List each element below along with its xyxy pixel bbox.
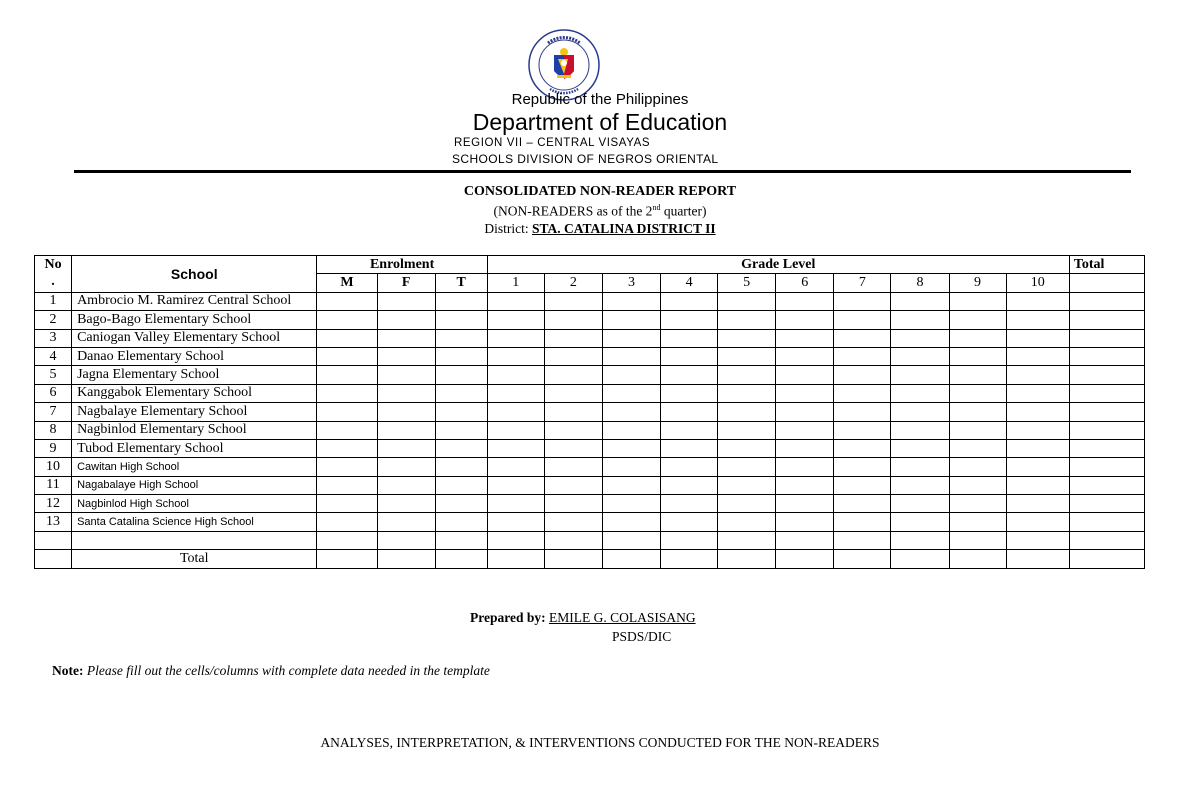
header-total: Total (1069, 256, 1144, 274)
data-cell (35, 531, 72, 549)
data-cell[interactable] (1069, 513, 1144, 531)
data-cell[interactable] (1069, 476, 1144, 494)
data-cell[interactable] (661, 421, 718, 439)
table-row (35, 476, 1145, 494)
data-cell[interactable] (776, 513, 834, 531)
data-cell[interactable] (317, 421, 377, 439)
data-cell[interactable] (834, 403, 891, 421)
total-cell[interactable] (377, 550, 435, 568)
data-cell[interactable] (661, 439, 718, 457)
data-cell[interactable] (949, 384, 1006, 402)
data-cell[interactable] (377, 384, 435, 402)
data-cell[interactable] (487, 531, 544, 549)
data-cell[interactable] (834, 366, 891, 384)
data-cell[interactable] (1069, 366, 1144, 384)
data-cell[interactable] (317, 476, 377, 494)
data-cell[interactable] (602, 458, 660, 476)
table-row (35, 495, 1145, 513)
data-cell[interactable] (1069, 495, 1144, 513)
data-cell[interactable] (602, 439, 660, 457)
data-cell[interactable] (949, 476, 1006, 494)
data-cell[interactable] (661, 329, 718, 347)
data-cell[interactable] (435, 458, 487, 476)
table-row (35, 347, 1145, 365)
data-cell[interactable] (1006, 292, 1069, 310)
data-cell[interactable] (317, 439, 377, 457)
data-cell[interactable] (661, 311, 718, 329)
data-cell[interactable] (544, 384, 602, 402)
data-cell[interactable] (949, 531, 1006, 549)
data-cell[interactable] (718, 439, 776, 457)
total-row-label: Total (72, 550, 317, 568)
data-cell[interactable] (834, 531, 891, 549)
row-school-name: Tubod Elementary School (72, 439, 317, 457)
header-divider (74, 170, 1131, 173)
data-cell[interactable] (949, 329, 1006, 347)
non-reader-table (34, 255, 1145, 569)
row-school-name: Cawitan High School (72, 458, 317, 476)
data-cell[interactable] (1006, 311, 1069, 329)
data-cell[interactable] (435, 513, 487, 531)
analyses-heading: ANALYSES, INTERPRETATION, & INTERVENTIONS CONDUCTED FOR THE NON-READERS (320, 735, 880, 750)
data-cell[interactable] (1069, 531, 1144, 549)
data-cell[interactable] (487, 292, 544, 310)
data-cell[interactable] (1006, 439, 1069, 457)
data-cell[interactable] (834, 421, 891, 439)
data-cell[interactable] (1006, 329, 1069, 347)
data-cell[interactable] (718, 347, 776, 365)
data-cell[interactable] (891, 366, 949, 384)
header-grade-9: 9 (949, 274, 1006, 292)
data-cell[interactable] (1006, 476, 1069, 494)
data-cell[interactable] (891, 403, 949, 421)
blank-row (35, 531, 1145, 549)
row-number: 12 (35, 495, 72, 513)
row-number: 11 (35, 476, 72, 494)
data-cell[interactable] (317, 513, 377, 531)
data-cell[interactable] (602, 531, 660, 549)
data-cell[interactable] (435, 347, 487, 365)
data-cell[interactable] (602, 366, 660, 384)
total-cell[interactable] (317, 550, 377, 568)
row-number: 2 (35, 311, 72, 329)
data-cell[interactable] (1069, 458, 1144, 476)
total-cell[interactable] (544, 550, 602, 568)
table-row (35, 513, 1145, 531)
row-school-name: Nagbalaye Elementary School (72, 403, 317, 421)
data-cell[interactable] (544, 292, 602, 310)
data-cell[interactable] (1069, 329, 1144, 347)
total-row (35, 550, 1145, 568)
data-cell[interactable] (661, 513, 718, 531)
table-row (35, 421, 1145, 439)
table-row (35, 384, 1145, 402)
data-cell[interactable] (435, 366, 487, 384)
data-cell[interactable] (1006, 421, 1069, 439)
data-cell[interactable] (776, 531, 834, 549)
data-cell[interactable] (602, 292, 660, 310)
data-cell[interactable] (1006, 403, 1069, 421)
header-grade-2: 2 (544, 274, 602, 292)
data-cell[interactable] (487, 421, 544, 439)
report-district (0, 221, 1200, 237)
header-total-blank (1069, 274, 1144, 292)
total-cell[interactable] (718, 550, 776, 568)
data-cell[interactable] (949, 495, 1006, 513)
table-row (35, 439, 1145, 457)
data-cell[interactable] (949, 439, 1006, 457)
data-cell[interactable] (891, 384, 949, 402)
data-cell[interactable] (949, 403, 1006, 421)
data-cell[interactable] (718, 403, 776, 421)
data-cell[interactable] (949, 421, 1006, 439)
data-cell[interactable] (487, 329, 544, 347)
data-cell[interactable] (377, 366, 435, 384)
header-enrolment-t: T (435, 274, 487, 292)
data-cell[interactable] (718, 384, 776, 402)
data-cell[interactable] (1006, 531, 1069, 549)
data-cell[interactable] (776, 421, 834, 439)
data-cell[interactable] (435, 329, 487, 347)
data-cell[interactable] (661, 495, 718, 513)
data-cell[interactable] (661, 476, 718, 494)
data-cell[interactable] (1069, 403, 1144, 421)
total-row-blank (35, 550, 72, 568)
row-school-name: Caniogan Valley Elementary School (72, 329, 317, 347)
note-label: Note: (52, 663, 84, 678)
header-grade-10: 10 (1006, 274, 1069, 292)
data-cell[interactable] (377, 439, 435, 457)
data-cell[interactable] (776, 476, 834, 494)
data-cell[interactable] (949, 311, 1006, 329)
data-cell[interactable] (487, 366, 544, 384)
data-cell[interactable] (377, 458, 435, 476)
data-cell[interactable] (487, 347, 544, 365)
data-cell[interactable] (834, 439, 891, 457)
data-cell[interactable] (949, 366, 1006, 384)
republic-heading: Republic of the Philippines (511, 91, 689, 108)
data-cell[interactable] (661, 384, 718, 402)
data-cell[interactable] (949, 458, 1006, 476)
data-cell[interactable] (487, 384, 544, 402)
division-heading: SCHOOLS DIVISION OF NEGROS ORIENTAL (452, 152, 719, 166)
data-cell[interactable] (891, 347, 949, 365)
total-cell[interactable] (1069, 550, 1144, 568)
data-cell[interactable] (661, 531, 718, 549)
data-cell[interactable] (317, 311, 377, 329)
region-heading: REGION VII – CENTRAL VISAYAS (454, 137, 651, 149)
data-cell[interactable] (602, 384, 660, 402)
data-cell[interactable] (834, 476, 891, 494)
data-cell[interactable] (377, 495, 435, 513)
data-cell[interactable] (602, 513, 660, 531)
data-cell[interactable] (317, 329, 377, 347)
data-cell[interactable] (317, 458, 377, 476)
table-row (35, 403, 1145, 421)
table-row (35, 366, 1145, 384)
data-cell[interactable] (891, 495, 949, 513)
row-school-name: Bago-Bago Elementary School (72, 311, 317, 329)
data-cell[interactable] (602, 421, 660, 439)
data-cell[interactable] (776, 495, 834, 513)
data-cell[interactable] (435, 384, 487, 402)
header-grade-level: Grade Level (487, 256, 1069, 274)
row-school-name: Kanggabok Elementary School (72, 384, 317, 402)
data-cell[interactable] (891, 513, 949, 531)
data-cell[interactable] (487, 513, 544, 531)
data-cell[interactable] (776, 347, 834, 365)
row-number: 4 (35, 347, 72, 365)
data-cell[interactable] (718, 495, 776, 513)
data-cell[interactable] (1006, 513, 1069, 531)
total-cell[interactable] (834, 550, 891, 568)
data-cell[interactable] (317, 384, 377, 402)
header-grade-5: 5 (718, 274, 776, 292)
data-cell[interactable] (776, 403, 834, 421)
note (52, 663, 490, 679)
header-grade-6: 6 (776, 274, 834, 292)
header-school: School (72, 256, 317, 293)
data-cell[interactable] (949, 292, 1006, 310)
data-cell[interactable] (776, 329, 834, 347)
row-school-name: Nagbinlod High School (72, 495, 317, 513)
data-cell[interactable] (834, 495, 891, 513)
data-cell[interactable] (544, 347, 602, 365)
data-cell[interactable] (718, 421, 776, 439)
data-cell[interactable] (1069, 384, 1144, 402)
row-number: 9 (35, 439, 72, 457)
report-subtitle-pre: (NON-READERS as of the 2 (493, 203, 653, 219)
data-cell[interactable] (377, 421, 435, 439)
data-cell[interactable] (661, 458, 718, 476)
district-label: District: (484, 221, 529, 236)
row-school-name: Jagna Elementary School (72, 366, 317, 384)
data-cell[interactable] (544, 476, 602, 494)
data-cell[interactable] (718, 329, 776, 347)
data-cell[interactable] (949, 513, 1006, 531)
row-number: 5 (35, 366, 72, 384)
row-school-name: Nagabalaye High School (72, 476, 317, 494)
header-grade-1: 1 (487, 274, 544, 292)
data-cell[interactable] (377, 476, 435, 494)
district-value: STA. CATALINA DISTRICT II (532, 221, 716, 236)
table-row (35, 329, 1145, 347)
report-subtitle-post: quarter) (660, 203, 707, 219)
row-number: 8 (35, 421, 72, 439)
total-cell[interactable] (487, 550, 544, 568)
data-cell[interactable] (317, 366, 377, 384)
data-cell[interactable] (718, 311, 776, 329)
data-cell[interactable] (1069, 421, 1144, 439)
data-cell[interactable] (1069, 311, 1144, 329)
data-cell[interactable] (544, 513, 602, 531)
data-cell[interactable] (661, 347, 718, 365)
data-cell[interactable] (487, 311, 544, 329)
data-cell[interactable] (661, 366, 718, 384)
data-cell[interactable] (487, 495, 544, 513)
row-number: 3 (35, 329, 72, 347)
data-cell[interactable] (435, 495, 487, 513)
data-cell[interactable] (435, 403, 487, 421)
data-cell[interactable] (1069, 347, 1144, 365)
data-cell[interactable] (602, 403, 660, 421)
prepared-by (470, 610, 696, 626)
data-cell[interactable] (317, 495, 377, 513)
data-cell[interactable] (602, 476, 660, 494)
data-cell[interactable] (718, 513, 776, 531)
data-cell[interactable] (602, 311, 660, 329)
data-cell[interactable] (1006, 384, 1069, 402)
prepared-label: Prepared by: (470, 610, 546, 625)
data-cell[interactable] (891, 439, 949, 457)
data-cell[interactable] (1006, 347, 1069, 365)
total-cell[interactable] (602, 550, 660, 568)
total-cell[interactable] (891, 550, 949, 568)
data-cell[interactable] (718, 366, 776, 384)
data-cell[interactable] (891, 421, 949, 439)
row-school-name: Danao Elementary School (72, 347, 317, 365)
data-cell[interactable] (661, 292, 718, 310)
header-enrolment-m: M (317, 274, 377, 292)
header-grade-7: 7 (834, 274, 891, 292)
total-cell[interactable] (949, 550, 1006, 568)
data-cell[interactable] (776, 292, 834, 310)
total-cell[interactable] (776, 550, 834, 568)
data-cell[interactable] (377, 311, 435, 329)
data-cell[interactable] (544, 458, 602, 476)
data-cell[interactable] (776, 458, 834, 476)
department-heading: Department of Education (472, 109, 728, 135)
data-cell[interactable] (602, 347, 660, 365)
data-cell[interactable] (1069, 292, 1144, 310)
header-grade-4: 4 (661, 274, 718, 292)
data-cell[interactable] (1069, 439, 1144, 457)
table-row (35, 458, 1145, 476)
row-number: 6 (35, 384, 72, 402)
header-no: No . (35, 256, 72, 293)
data-cell[interactable] (317, 292, 377, 310)
data-cell[interactable] (544, 329, 602, 347)
data-cell[interactable] (891, 329, 949, 347)
data-cell[interactable] (834, 329, 891, 347)
data-cell[interactable] (544, 439, 602, 457)
data-cell[interactable] (602, 329, 660, 347)
data-cell[interactable] (834, 513, 891, 531)
data-cell[interactable] (317, 403, 377, 421)
data-cell[interactable] (544, 366, 602, 384)
table-row (35, 292, 1145, 310)
data-cell[interactable] (317, 531, 377, 549)
data-cell[interactable] (1006, 366, 1069, 384)
data-cell[interactable] (544, 311, 602, 329)
data-cell[interactable] (602, 495, 660, 513)
row-school-name: Santa Catalina Science High School (72, 513, 317, 531)
data-cell[interactable] (377, 513, 435, 531)
data-cell[interactable] (544, 421, 602, 439)
data-cell[interactable] (487, 476, 544, 494)
header-grade-3: 3 (602, 274, 660, 292)
row-number: 13 (35, 513, 72, 531)
data-cell[interactable] (487, 403, 544, 421)
data-cell[interactable] (776, 366, 834, 384)
data-cell[interactable] (834, 384, 891, 402)
data-cell[interactable] (718, 476, 776, 494)
data-cell[interactable] (377, 292, 435, 310)
data-cell[interactable] (891, 311, 949, 329)
data-cell[interactable] (377, 531, 435, 549)
data-cell[interactable] (435, 531, 487, 549)
row-school-name: Nagbinlod Elementary School (72, 421, 317, 439)
data-cell[interactable] (834, 458, 891, 476)
data-cell[interactable] (891, 458, 949, 476)
header-enrolment: Enrolment (317, 256, 487, 274)
prepared-position: PSDS/DIC (612, 629, 672, 644)
data-cell[interactable] (435, 439, 487, 457)
data-cell[interactable] (377, 329, 435, 347)
data-cell (72, 531, 317, 549)
report-subtitle-sup: nd (652, 203, 661, 212)
header-grade-8: 8 (891, 274, 949, 292)
data-cell[interactable] (718, 531, 776, 549)
data-cell[interactable] (891, 476, 949, 494)
prepared-name: EMILE G. COLASISANG (549, 610, 696, 625)
report-subtitle (0, 203, 1200, 220)
data-cell[interactable] (544, 495, 602, 513)
table-row (35, 311, 1145, 329)
total-cell[interactable] (661, 550, 718, 568)
data-cell[interactable] (776, 384, 834, 402)
data-cell[interactable] (1006, 495, 1069, 513)
data-cell[interactable] (435, 476, 487, 494)
data-cell[interactable] (377, 403, 435, 421)
report-title: CONSOLIDATED NON-READER REPORT (463, 184, 737, 199)
row-number: 10 (35, 458, 72, 476)
data-cell[interactable] (834, 292, 891, 310)
data-cell[interactable] (949, 347, 1006, 365)
data-cell[interactable] (435, 421, 487, 439)
data-cell[interactable] (544, 531, 602, 549)
data-cell[interactable] (435, 311, 487, 329)
total-cell[interactable] (1006, 550, 1069, 568)
data-cell[interactable] (1006, 458, 1069, 476)
data-cell[interactable] (718, 292, 776, 310)
data-cell[interactable] (718, 458, 776, 476)
data-cell[interactable] (776, 311, 834, 329)
data-cell[interactable] (776, 439, 834, 457)
data-cell[interactable] (834, 311, 891, 329)
data-cell[interactable] (487, 458, 544, 476)
data-cell[interactable] (435, 292, 487, 310)
data-cell[interactable] (891, 292, 949, 310)
data-cell[interactable] (834, 347, 891, 365)
data-cell[interactable] (661, 403, 718, 421)
total-cell[interactable] (435, 550, 487, 568)
data-cell[interactable] (487, 439, 544, 457)
data-cell[interactable] (317, 347, 377, 365)
data-cell[interactable] (544, 403, 602, 421)
header-enrolment-f: F (377, 274, 435, 292)
row-number: 7 (35, 403, 72, 421)
data-cell[interactable] (891, 531, 949, 549)
row-school-name: Ambrocio M. Ramirez Central School (72, 292, 317, 310)
note-text: Please fill out the cells/columns with complete data needed in the template (86, 663, 490, 678)
data-cell[interactable] (377, 347, 435, 365)
row-number: 1 (35, 292, 72, 310)
